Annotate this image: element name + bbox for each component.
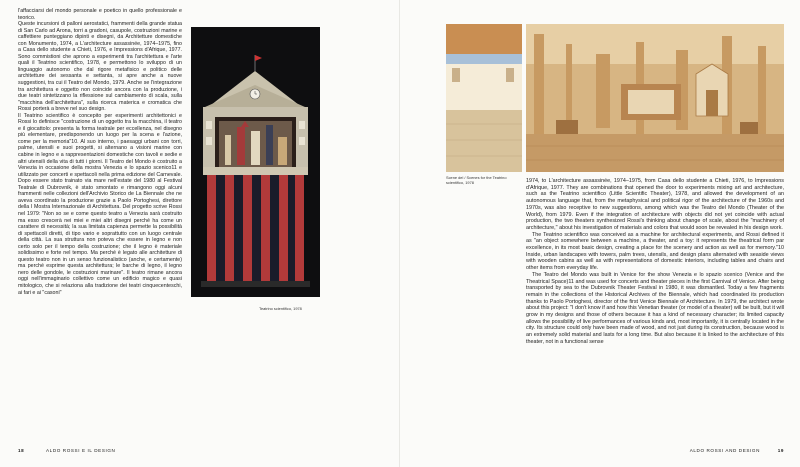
photo-caption: Teatrino scientifico, 1978: [259, 306, 302, 311]
paragraph: Il Teatrino scientifico è concepito per esperimenti architettonici e Rossi lo definisce "costruzione di un oggetto tra la macchina, il teatro e il giocattolo: presenta la forma teatrale per eccellenza, nel disegno più elementare, predisponendo un luogo per la scena e l'azione, come per la memoria"10. Al suo interno, i paesaggi urbani con torri, palme, utensili e suoi progetti, si alternano a visioni marine con cabine in legno e a rappresentazioni domestiche con tavoli e sedie e altri utensili della vita di tutti i giorni. Il Teatro del Mondo è costruito a Venezia in occasione della mostra Venezia e lo spazio scenico11 e utilizzato per concerti e spettacoli nella prima edizione del Carnevale. Dopo essere stato trainato via mare nell'estate del 1980 al Festival Teatrale di Dubrovnik, è stato smontato e rimangono oggi alcuni frammenti nelle collezioni dell'Archivio Storico de La Biennale che ne aveva coordinato la produzione grazie a Paolo Portoghesi, direttore della I Mostra Internazionale di Architettura. Del progetto scrive Rossi nel 1979: "Non so se e come questo teatro a Venezia sarà costruito ma esso crescerà nei miei e miei altri disegni perché ha come un carattere di necessità; la sua limitata capienza permette la possibilità di spettacoli diretti, di tipo vario e soprattutto con un luogo centrale della città. La sua struttura non poteva che essere in legno e non certo solo per il tempo della costruzione; che il legno è materiale solidissimo e forte nel tempo. Ma perché è legato alle architetture di questo teatro non in un senso funzionalistico (anche, e certamente) ma perché esprime questa architettura; le barche di legno, il legno nero delle gondole, le costruzioni marinare". Il teatro rimane ancora oggi nell'immaginario collettivo come un edificio magico e quasi mitologico, che si relaziona alla tradizione dei teatri cinquecenteschi, ai fari e ai "casoni": [18, 112, 182, 296]
teatrino-scientifico-photo: [191, 27, 320, 297]
english-text-column: [526, 178, 784, 346]
page-number: 19: [777, 448, 784, 453]
paragraph: 1974, to L'architecture assassinée, 1974–1975, from Casa dello studente a Chieti, 1976, to Impressions d'Afrique, 1977. They are combinations that opened the door to experiments mixing art and architecture, such as the Teatrino scientifico (Little Scientific Theater), 1978, and allowed the development of an autonomous language that, from the metaphysical and political rigor of the architecture of the 1960s and 1970s, was also receptive to new suggestions, among which was the Teatro del Mondo (Theater of the World), from 1979. Even if the integration of architecture with objects did not yet coincide with actual production, the two theaters synthesized Rossi's thinking about change of scale, about the "machinery of architecture," about his investigation of materials and colors that would soon be revealed in his design work.: [526, 178, 784, 231]
paragraph: The Teatro del Mondo was built in Venice for the show Venezia e lo spazio scenico (Venice and the Theatrical Space)11 and was used for concerts and theater pieces in the first Carnival of Venice. After being transported by sea to the Dubrovnik Theater Festival in 1980, it was dismantled. Today a few fragments remain in the collections of the Historical Archives of the Biennale, which had coordinated its production thanks to Paolo Portoghesi, director of the first Venice Biennale of Architecture. In 1979, the architect wrote about this project: "I don't know if and how this Venetian theater (or model of a theater) will be built, but it will grow in my designs and those of others because it has a kind of necessary character; its limited capacity allows the possibility of live performances of various kinds and, most importantly, it is centrally located in the city. Its structure could only have been made of wood, and not just during its construction, because wood is an extremely solid material and lasts for a long time. But also because it is linked to the architecture of this theater, not in a functional sense: [526, 271, 784, 345]
paragraph: l'affacciarsi del mondo personale e poetico in quello professionale e teorico.: [18, 8, 182, 21]
italian-text-column: [18, 8, 182, 296]
right-page: [400, 0, 800, 467]
running-head: ALDO ROSSI AND DESIGN: [689, 448, 760, 453]
page-number: 18: [18, 448, 25, 453]
paragraph: Queste incursioni di palloni aerostatici, frammenti della grande statua di San Carlo ad Arona, torri a gradoni, casupole, costruzioni marine e caffettiere punteggiano dipinti e disegni, da Architetture domestiche con Monumento, 1974, a L'architecture assassinée, 1974–1975, fino a Casa dello studente a Chieti, 1976, e Impressions d'Afrique, 1977. Sono commistioni che aprono a esperimenti tra l'architettura e l'arte quali il Teatrino scientifico, 1978, e permettono lo sviluppo di un linguaggio autonomo che dal rigore metafisico e politico delle architetture dei sessanta e settanta, si apre anche a nuove suggestioni, tra cui il Teatro del Mondo, 1979. Anche se l'integrazione tra architettura e oggetto non coincide ancora con la produzione, i due teatri sintetizzano la riflessione sul cambiamento di scala, sulla "macchina dell'architettura", sulla ricerca materica e cromatica che Rossi porterà a breve nel suo design.: [18, 21, 182, 113]
running-head: ALDO ROSSI E IL DESIGN: [46, 448, 116, 453]
stage-scene-photo: [446, 24, 522, 172]
photo-caption: Scene del / Scenes for the Teatrino scientifico, 1978: [446, 175, 507, 185]
paragraph: The Teatrino scientifico was conceived as a machine for architectural experiments, and Rossi defined it as "an object somewhere between a machine, a theater, and a toy: it represents the theatrical form par excellence, in its most basic design, creating a place for the scenery and action as well as for memory."10 Inside, urban landscapes with towers, palm trees, utensils, and design plans alternated with seaside views with wooden cabins as well as with representations of domestic interiors, including tables and chairs and other items from everyday life.: [526, 231, 784, 272]
wooden-interior-photo: [526, 24, 784, 172]
